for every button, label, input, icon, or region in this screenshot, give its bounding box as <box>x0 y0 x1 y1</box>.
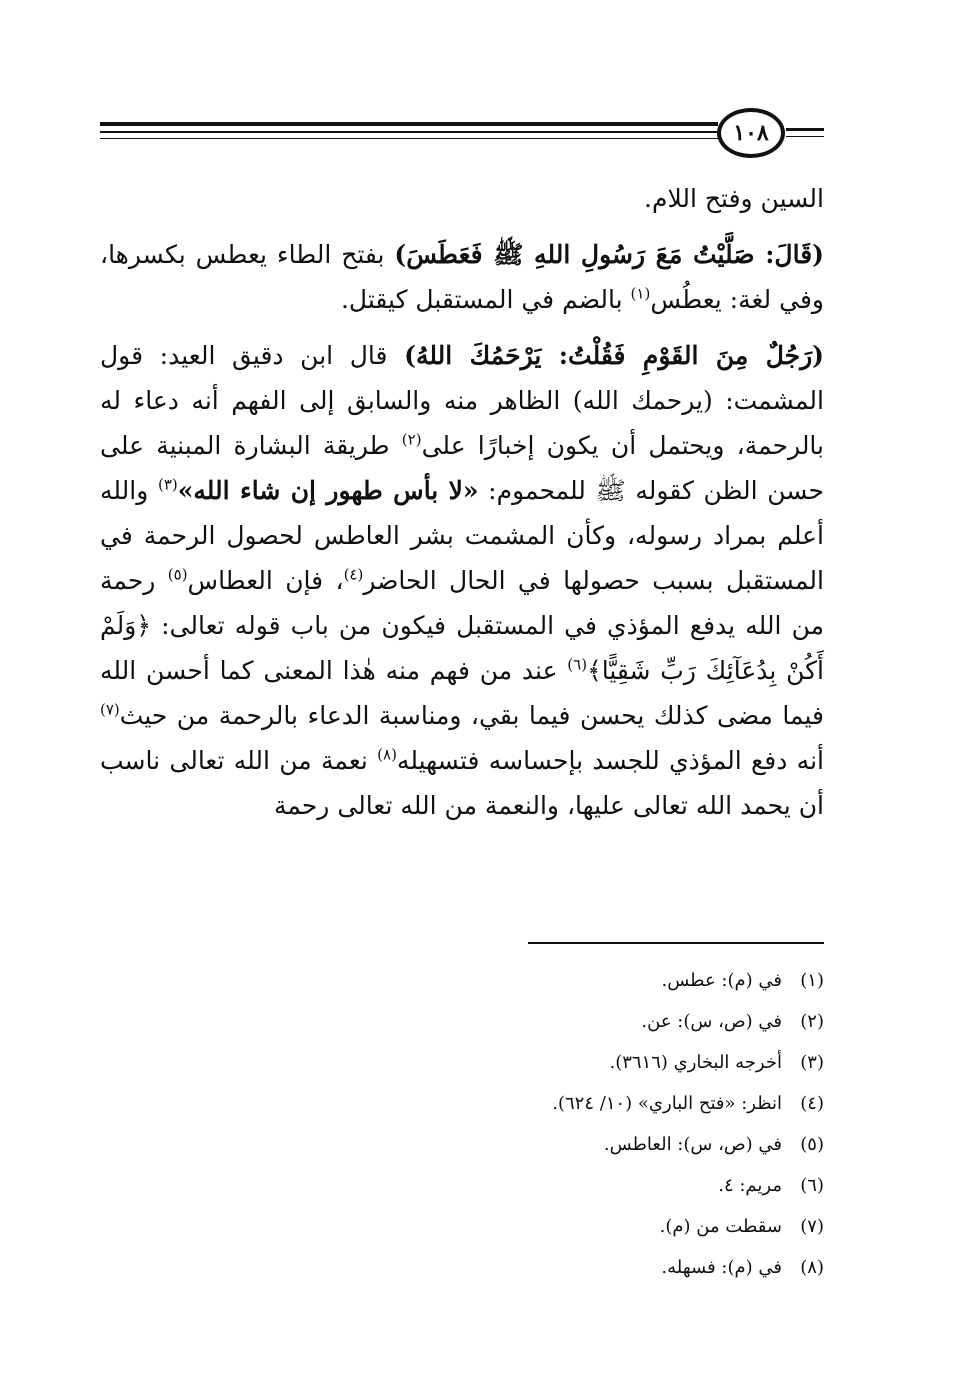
footnote-text: انظر: «فتح الباري» (١٠/ ٦٢٤). <box>552 1093 782 1114</box>
text-run: طريقة البشارة المبنية على حسن الظن كقوله ﷺ للمحموم: <box>100 431 825 505</box>
text-run: بالضم في المستقبل كيقتل. <box>340 285 631 314</box>
header-rule-tail-thin <box>786 136 824 137</box>
text-run: ، فإن العطاس <box>187 566 344 595</box>
text-run: قال ابن دقيق العيد: قول المشمت: (يرحمك الله) الظاهر منه والسابق إلى الفهم أنه دعاء له بالرحمة، ويحتمل أن يكون إخبارًا على <box>100 341 825 460</box>
footnote-ref[interactable]: (٤) <box>343 565 364 584</box>
footnote-number: (٥) <box>800 1134 824 1155</box>
text-run: بفتح الطاء يعطس بكسرها، وفي لغة: يعطُس <box>100 240 824 314</box>
paragraph-1 <box>100 176 824 221</box>
text-run: والله أعلم بمراد رسوله، وكأن المشمت بشر العاطس لحصول الرحمة في المستقبل بسبب حصولها في الحال الحاضر <box>100 476 824 595</box>
footnote-ref[interactable]: (٢) <box>401 430 422 449</box>
footnote-number: (٧) <box>800 1216 824 1237</box>
footnote-item <box>100 1001 824 1042</box>
hadith-quote: (رَجُلٌ مِنَ القَوْمِ فَقُلْتُ: يَرْحَمُكَ اللهُ) <box>404 341 824 370</box>
footnote-number: (٣) <box>800 1052 824 1073</box>
paragraph-2 <box>100 232 824 322</box>
footnote-item <box>100 1042 824 1083</box>
footnote-ref[interactable]: (٣) <box>157 475 178 494</box>
footnote-number: (٤) <box>800 1093 824 1114</box>
footnote-ref[interactable]: (١) <box>630 284 651 303</box>
header-rule-thin <box>100 138 718 139</box>
footnote-number: (١) <box>800 970 824 991</box>
footnote-text: في (ص، س): عن. <box>641 1011 782 1032</box>
footnote-item <box>100 1206 824 1247</box>
footnote-ref[interactable]: (٨) <box>377 745 397 764</box>
footnote-text: في (ص، س): العاطس. <box>603 1134 782 1155</box>
text-run: رحمة من الله يدفع المؤذي في المستقبل فيكون من باب قوله تعالى: <box>100 566 824 640</box>
header-rule-medium <box>100 131 718 133</box>
paragraph-3 <box>100 333 824 828</box>
header-rule-thick <box>100 122 718 126</box>
footnote-item <box>100 1124 824 1165</box>
footnote-text: أخرجه البخاري (٣٦١٦). <box>609 1052 782 1073</box>
footnote-ref[interactable]: (٦) <box>567 655 588 674</box>
footnote-text: في (م): عطس. <box>661 970 782 991</box>
text-run: أنه دفع المؤذي للجسد بإحساسه فتسهيله <box>396 746 824 775</box>
footnote-text: في (م): فسهله. <box>661 1257 782 1278</box>
text-run: السين وفتح اللام. <box>644 184 824 213</box>
footnote-separator <box>528 942 824 944</box>
footnotes <box>100 960 824 1288</box>
footnote-number: (٢) <box>800 1011 824 1032</box>
footnote-number: (٦) <box>800 1175 824 1196</box>
hadith-quote: «لا بأس طهور إن شاء الله» <box>177 476 479 505</box>
footnote-number: (٨) <box>800 1257 824 1278</box>
footnote-item <box>100 1083 824 1124</box>
main-text <box>100 176 824 839</box>
footnote-item <box>100 960 824 1001</box>
page-number: ١٠٨ <box>733 120 769 146</box>
text-run: عند من فهم منه هٰذا المعنى كما أحسن الله فيما مضى كذلك يحسن فيما بقي، ومناسبة الدعاء بالرحمة من حيث <box>100 656 824 730</box>
footnote-item <box>100 1165 824 1206</box>
header-rule-tail <box>786 128 824 131</box>
footnote-text: سقطت من (م). <box>659 1216 782 1237</box>
page-header <box>100 104 824 184</box>
text-run: نعمة من الله تعالى ناسب أن يحمد الله تعالى عليها، والنعمة من الله تعالى رحمة <box>100 746 824 820</box>
footnote-ref[interactable]: (٧) <box>100 700 120 719</box>
footnote-ref[interactable]: (٥) <box>167 565 188 584</box>
footnote-text: مريم: ٤. <box>718 1175 782 1196</box>
footnote-item <box>100 1247 824 1288</box>
hadith-quote: (قَالَ: صَلَّيْتُ مَعَ رَسُولِ اللهِ ﷺ فَعَطَسَ) <box>394 240 824 269</box>
quran-verse: ﴿وَلَمْ أَكُنْ بِدُعَآئِكَ رَبِّ شَقِيًّا﴾ <box>100 611 825 685</box>
page-number-badge <box>717 108 785 158</box>
